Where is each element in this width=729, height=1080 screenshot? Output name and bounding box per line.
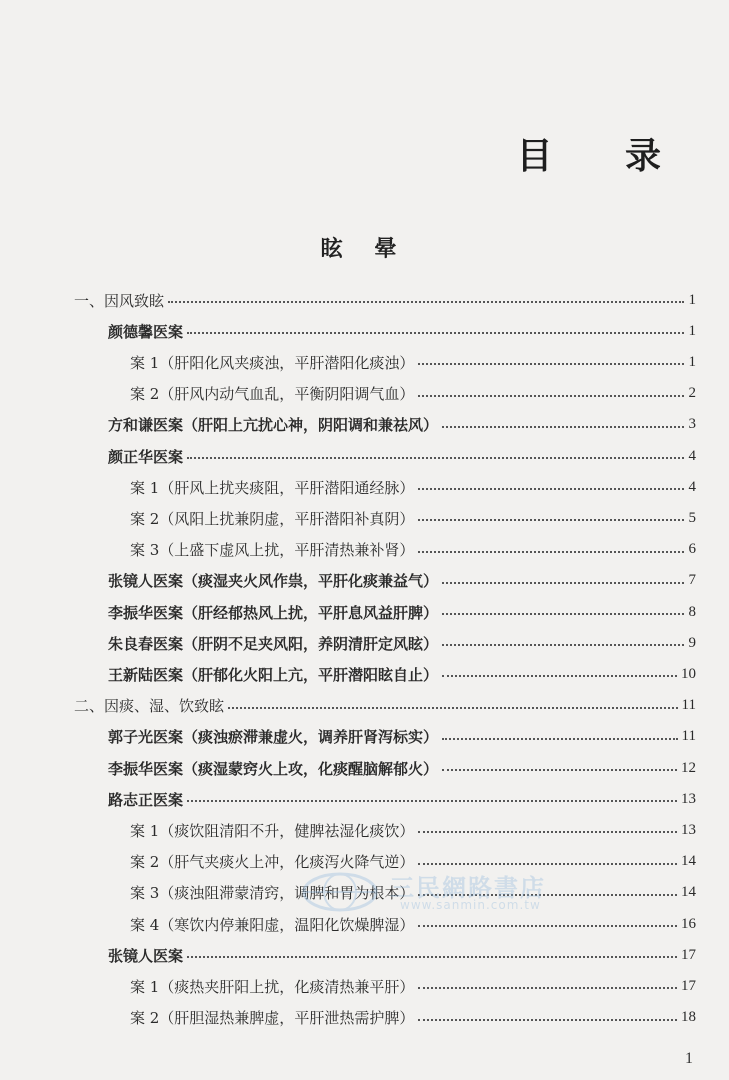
toc-subcase-entry[interactable] — [74, 380, 696, 408]
toc-case-entry[interactable] — [74, 629, 696, 657]
watermark-url: www.sanmin.com.tw — [400, 898, 541, 912]
toc-entry-page-number: 12 — [681, 759, 696, 776]
toc-entry-label: 郭子光医案（痰浊瘀滞兼虚火，调养肝肾泻标实） — [108, 728, 439, 747]
toc-entry-page-number: 17 — [681, 946, 696, 963]
toc-entry-label: 案 1（肝阳化风夹痰浊，平肝潜阳化痰浊） — [130, 353, 415, 372]
dot-leader — [187, 956, 677, 958]
dot-leader — [418, 831, 677, 833]
toc-subcase-entry[interactable] — [74, 848, 696, 876]
toc-entry-page-number: 18 — [681, 1009, 696, 1026]
toc-subcase-entry[interactable] — [74, 972, 696, 1000]
section-title: 眩 晕 — [320, 237, 409, 262]
toc-subcase-entry[interactable] — [74, 910, 696, 938]
toc-subcase-entry[interactable] — [74, 504, 696, 532]
toc-case-entry[interactable] — [74, 754, 696, 782]
toc-entry-label: 案 3（上盛下虚风上扰，平肝清热兼补肾） — [130, 541, 415, 560]
toc-entry-label: 案 1（痰热夹肝阳上扰，化痰清热兼平肝） — [130, 977, 415, 996]
toc-subcase-entry[interactable] — [74, 536, 696, 564]
toc-entry-label: 李振华医案（痰湿蒙窍火上攻，化痰醒脑解郁火） — [108, 759, 439, 778]
toc-entry-page-number: 5 — [688, 509, 696, 526]
toc-entry-label: 一、因风致眩 — [74, 291, 165, 310]
dot-leader — [418, 395, 684, 397]
document-title: 目 录 — [516, 135, 691, 177]
toc-entry-page-number: 13 — [681, 821, 696, 838]
toc-entry-label: 案 2（风阳上扰兼阴虚，平肝潜阳补真阴） — [130, 509, 415, 528]
dot-leader — [187, 457, 684, 459]
toc-entry-label: 路志正医案 — [108, 790, 184, 809]
toc-entry-page-number: 11 — [681, 728, 696, 745]
dot-leader — [442, 675, 677, 677]
toc-entry-label: 王新陆医案（肝郁化火阳上亢，平肝潜阳眩自止） — [108, 665, 439, 684]
toc-entry-label: 案 1（痰饮阻清阳不升，健脾祛湿化痰饮） — [130, 821, 415, 840]
toc-entry-page-number: 17 — [681, 977, 696, 994]
toc-entry-label: 二、因痰、湿、饮致眩 — [74, 697, 225, 716]
dot-leader — [442, 644, 684, 646]
dot-leader — [418, 488, 684, 490]
toc-case-entry[interactable] — [74, 567, 696, 595]
dot-leader — [442, 426, 684, 428]
toc-entry-page-number: 1 — [688, 322, 696, 339]
toc-entry-page-number: 6 — [688, 541, 696, 558]
toc-entry-page-number: 10 — [681, 665, 696, 682]
toc-entry-page-number: 16 — [681, 915, 696, 932]
toc-entry-label: 张镜人医案（痰湿夹火风作祟，平肝化痰兼益气） — [108, 572, 439, 591]
dot-leader — [418, 987, 677, 989]
toc-subcase-entry[interactable] — [74, 473, 696, 501]
dot-leader — [168, 301, 684, 303]
dot-leader — [442, 769, 677, 771]
toc-case-entry[interactable] — [74, 317, 696, 345]
toc-chapter-entry[interactable] — [74, 692, 696, 720]
toc-chapter-entry[interactable] — [74, 286, 696, 314]
toc-entry-label: 案 4（寒饮内停兼阳虚，温阳化饮燥脾湿） — [130, 915, 415, 934]
toc-entry-page-number: 4 — [688, 478, 696, 495]
toc-entry-page-number: 7 — [688, 572, 696, 589]
dot-leader — [187, 800, 677, 802]
toc-entry-page-number: 4 — [688, 447, 696, 464]
toc-entry-label: 案 3（痰浊阻滞蒙清窍，调脾和胃为根本） — [130, 884, 415, 903]
toc-subcase-entry[interactable] — [74, 348, 696, 376]
toc-entry-label: 朱良春医案（肝阴不足夹风阳，养阴清肝定风眩） — [108, 634, 439, 653]
toc-entry-label: 案 1（肝风上扰夹痰阻，平肝潜阳通经脉） — [130, 478, 415, 497]
toc-entry-label: 张镜人医案 — [108, 946, 184, 965]
toc-case-entry[interactable] — [74, 411, 696, 439]
toc-subcase-entry[interactable] — [74, 1004, 696, 1032]
watermark-text: 三民網路書店 — [390, 874, 546, 902]
toc-case-entry[interactable] — [74, 660, 696, 688]
dot-leader — [418, 925, 677, 927]
toc-entry-page-number: 11 — [681, 697, 696, 714]
toc-entry-label: 案 2（肝风内动气血乱，平衡阴阳调气血） — [130, 385, 415, 404]
toc-entry-label: 方和谦医案（肝阳上亢扰心神，阴阳调和兼祛风） — [108, 416, 439, 435]
dot-leader — [442, 582, 684, 584]
dot-leader — [228, 707, 678, 709]
toc-subcase-entry[interactable] — [74, 816, 696, 844]
toc-subcase-entry[interactable] — [74, 879, 696, 907]
toc-entry-label: 颜正华医案 — [108, 447, 184, 466]
toc-entry-label: 颜德馨医案 — [108, 322, 184, 341]
toc-entry-page-number: 3 — [688, 416, 696, 433]
toc-entry-page-number: 13 — [681, 790, 696, 807]
toc-case-entry[interactable] — [74, 941, 696, 969]
toc-case-entry[interactable] — [74, 598, 696, 626]
toc-entry-label: 案 2（肝胆湿热兼脾虚，平肝泄热需护脾） — [130, 1009, 415, 1028]
dot-leader — [442, 738, 678, 740]
toc-entry-page-number: 8 — [688, 603, 696, 620]
toc-entry-page-number: 14 — [681, 884, 696, 901]
toc-entry-page-number: 14 — [681, 853, 696, 870]
toc-case-entry[interactable] — [74, 785, 696, 813]
dot-leader — [418, 519, 684, 521]
dot-leader — [418, 363, 684, 365]
toc-case-entry[interactable] — [74, 442, 696, 470]
dot-leader — [418, 863, 677, 865]
dot-leader — [187, 332, 684, 334]
dot-leader — [442, 613, 684, 615]
toc-entry-page-number: 1 — [688, 291, 696, 308]
toc-entry-page-number: 1 — [688, 353, 696, 370]
page-number: 1 — [685, 1050, 693, 1067]
dot-leader — [418, 894, 677, 896]
dot-leader — [418, 1019, 677, 1021]
toc-case-entry[interactable] — [74, 723, 696, 751]
toc-entry-page-number: 2 — [688, 385, 696, 402]
toc-entry-label: 李振华医案（肝经郁热风上扰，平肝息风益肝脾） — [108, 603, 439, 622]
toc-entry-label: 案 2（肝气夹痰火上冲，化痰泻火降气逆） — [130, 853, 415, 872]
toc-entry-page-number: 9 — [688, 634, 696, 651]
dot-leader — [418, 551, 684, 553]
